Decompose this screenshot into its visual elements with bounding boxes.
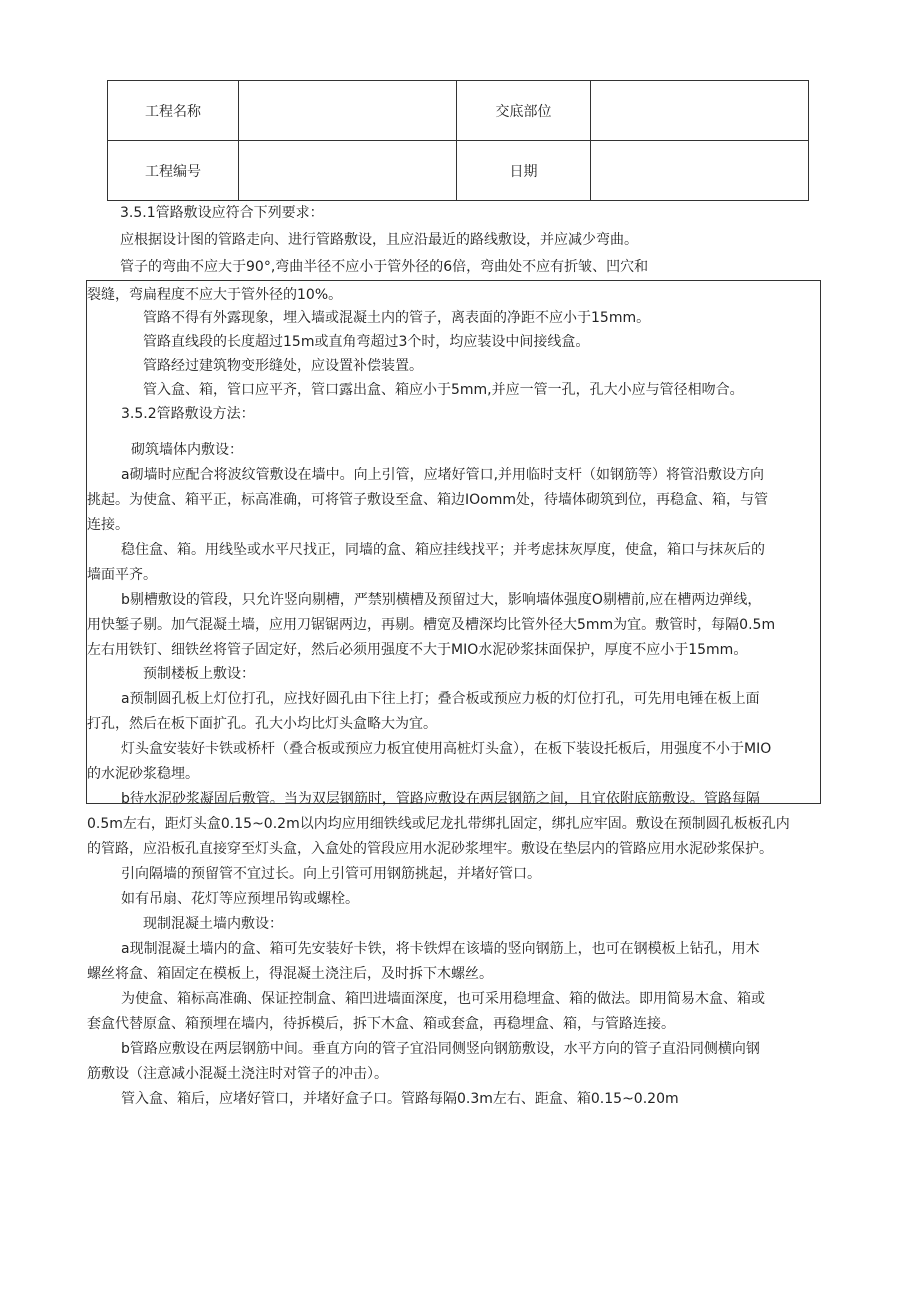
project-name-value — [239, 81, 457, 141]
body-line: 应根据设计图的管路走向、进行管路敷设，且应沿最近的路线敷设，并应减少弯曲。 — [120, 232, 638, 248]
body-line: a预制圆孔板上灯位打孔，应找好圆孔由下往上打；叠合板或预应力板的灯位打孔，可先用电锤在板上面 — [121, 691, 760, 707]
body-line: 为使盒、箱标高准确、保证控制盒、箱凹进墙面深度，也可采用稳埋盒、箱的做法。即用简易木盒、箱或 — [121, 991, 765, 1007]
project-number-value — [239, 141, 457, 201]
header-row-2 — [108, 141, 809, 201]
body-line: 管入盒、箱后，应堵好管口，并堵好盒子口。管路每隔0.3m左右、距盒、箱0.15~0.20m — [121, 1091, 679, 1107]
body-line: 用快錾子剔。加气混凝土墙，应用刀锯锯两边，再剔。槽宽及槽深均比管外径大5mm为宜。敷管时，每隔0.5m — [87, 617, 776, 633]
body-line: 引向隔墙的预留管不宜过长。向上引管可用钢筋挑起，并堵好管口。 — [121, 866, 541, 882]
subheading-masonry-wall: 砌筑墙体内敷设： — [131, 442, 243, 458]
body-line: 套盒代替原盒、箱预埋在墙内，待拆模后，拆下木盒、箱或套盒，再稳埋盒、箱，与管路连接。 — [87, 1016, 675, 1032]
body-line: a现制混凝土墙内的盒、箱可先安装好卡铁，将卡铁焊在该墙的竖向钢筋上，也可在钢模板上钻孔，用木 — [121, 941, 760, 957]
subheading-precast-slab: 预制楼板上敷设： — [143, 666, 255, 682]
body-line: 裂缝，弯扁程度不应大于管外径的10%。 — [87, 287, 343, 303]
body-line: 管入盒、箱，管口应平齐，管口露出盒、箱应小于5mm,并应一管一孔，孔大小应与管径相吻合。 — [143, 382, 744, 398]
subheading-cast-wall: 现制混凝土墙内敷设： — [143, 916, 283, 932]
body-line: 的管路，应沿板孔直接穿至灯头盒，入盒处的管段应用水泥砂浆埋牢。敷设在垫层内的管路应用水泥砂浆保护。 — [87, 841, 773, 857]
body-line: 打孔，然后在板下面扩孔。孔大小均比灯头盒略大为宜。 — [87, 716, 437, 732]
body-line: 管子的弯曲不应大于90°,弯曲半径不应小于管外径的6倍，弯曲处不应有折皱、凹穴和 — [120, 259, 649, 275]
section-heading-3-5-2: 3.5.2管路敷设方法： — [121, 406, 255, 422]
header-row-1 — [108, 81, 809, 141]
body-line: 管路直线段的长度超过15m或直角弯超过3个时，均应装设中间接线盒。 — [143, 334, 590, 350]
content-box — [86, 280, 821, 1107]
body-line: b剔槽敷设的管段，只允许竖向剔槽，严禁别横槽及预留过大，影响墙体强度O剔槽前,应在槽两边弹线， — [121, 592, 762, 608]
project-name-label: 工程名称 — [108, 81, 239, 141]
body-line: 的水泥砂浆稳埋。 — [87, 766, 199, 782]
body-line: b待水泥砂浆凝固后敷管。当为双层钢筋时，管路应敷设在两层钢筋之间，且宜依附底筋敷设。管路每隔 — [121, 791, 760, 807]
disclosure-part-value — [591, 81, 809, 141]
body-line: 管路经过建筑物变形缝处，应设置补偿装置。 — [143, 358, 423, 374]
body-line: 挑起。为使盒、箱平正，标高准确，可将管子敷设至盒、箱边IOomm处，待墙体砌筑到位，再稳盒、箱，与管 — [87, 492, 768, 508]
disclosure-part-label: 交底部位 — [457, 81, 591, 141]
project-number-label: 工程编号 — [108, 141, 239, 201]
body-line: 筋敷设（注意减小混凝土浇注时对管子的冲击）。 — [87, 1066, 388, 1082]
date-value — [591, 141, 809, 201]
section-heading-3-5-1: 3.5.1管路敷设应符合下列要求： — [120, 205, 324, 221]
body-line: 左右用铁钉、细铁丝将管子固定好，然后必须用强度不大于MIO水泥砂浆抹面保护，厚度不应小于15mm。 — [87, 642, 748, 658]
body-line: 螺丝将盒、箱固定在模板上，得混凝土浇注后，及时拆下木螺丝。 — [87, 966, 493, 982]
body-line: a砌墙时应配合将波纹管敷设在墙中。向上引管，应堵好管口,并用临时支杆（如钢筋等）将管沿敷设方向 — [121, 467, 765, 483]
body-line: 稳住盒、箱。用线坠或水平尺找正，同墙的盒、箱应挂线找平；并考虑抹灰厚度，使盒，箱口与抹灰后的 — [121, 542, 765, 558]
body-line: b管路应敷设在两层钢筋中间。垂直方向的管子宜沿同侧竖向钢筋敷设，水平方向的管子直沿同侧横向钢 — [121, 1041, 760, 1057]
body-line: 灯头盒安装好卡铁或桥杆（叠合板或预应力板宜使用高桩灯头盒），在板下装设托板后，用强度不小于MIO — [121, 741, 772, 757]
body-line: 如有吊扇、花灯等应预埋吊钩或螺栓。 — [121, 891, 359, 907]
body-line: 0.5m左右，距灯头盒0.15~0.2m以内均应用细铁线或尼龙扎带绑扎固定，绑扎应牢固。敷设在预制圆孔板板孔内 — [87, 816, 790, 832]
body-line: 墙面平齐。 — [87, 567, 157, 583]
project-header-table — [107, 80, 809, 201]
body-line: 连接。 — [87, 517, 129, 533]
date-label: 日期 — [457, 141, 591, 201]
body-line: 管路不得有外露现象，埋入墙或混凝土内的管子，离表面的净距不应小于15mm。 — [143, 310, 651, 326]
